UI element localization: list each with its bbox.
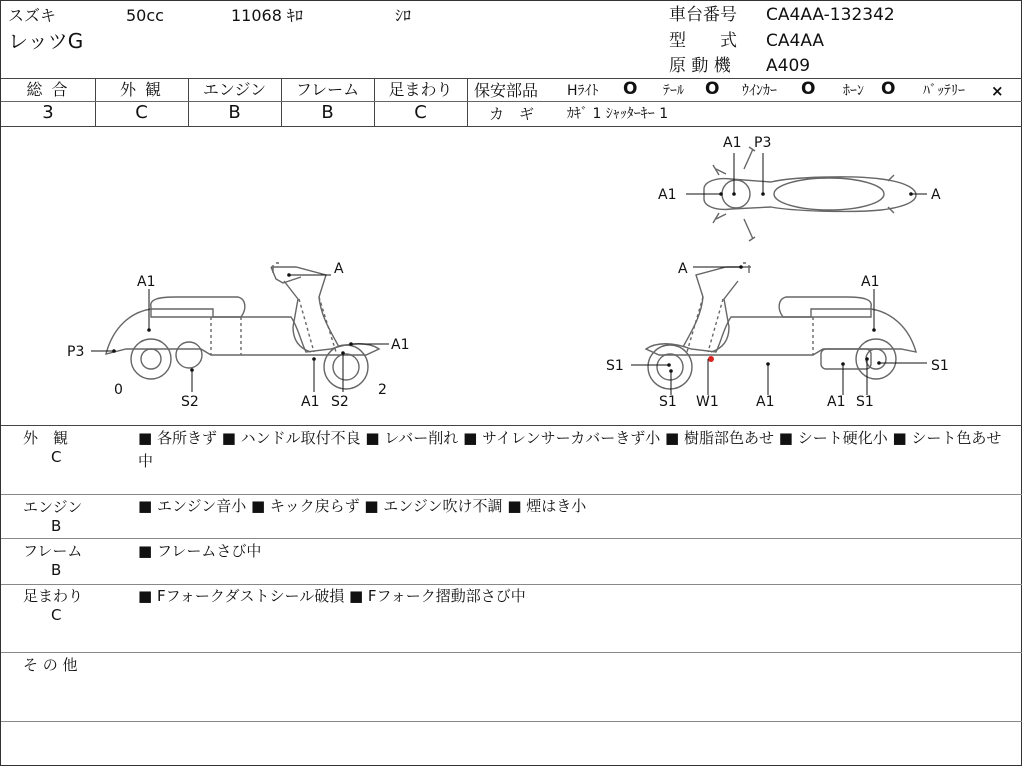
safety-winker-mark: O <box>801 79 816 99</box>
safety-tail: ﾃｰﾙ <box>663 83 684 99</box>
model-name: レッツG <box>8 29 84 53</box>
grade-engine-label: エンジン <box>202 80 267 99</box>
section-engine-text: ■ エンジン音小 ■ キック戻らず ■ エンジン吹け不調 ■ 煙はき小 <box>138 497 587 515</box>
section-other-label: そ の 他 <box>23 656 78 674</box>
section-suspension-label: 足まわり C <box>23 587 84 624</box>
safety-battery: ﾊﾞｯﾃﾘｰ <box>923 83 965 99</box>
damage-diagram <box>1 127 1022 425</box>
divider <box>467 78 468 126</box>
safety-horn: ﾎｰﾝ <box>843 83 864 99</box>
section-engine-label: エンジン B <box>23 498 83 535</box>
keys-value: ｶｷﾞ 1 ｼｬｯﾀｰｷｰ 1 <box>567 106 669 122</box>
diagram-label-left: S2 <box>331 394 349 410</box>
safety-headlight: Hﾗｲﾄ <box>567 83 599 99</box>
safety-tail-mark: O <box>705 79 720 99</box>
diagram-label-left: 2 <box>378 382 387 398</box>
type-label: 型 式 <box>669 31 737 51</box>
section-frame-text: ■ フレームさび中 <box>138 542 262 560</box>
section-exterior-text: ■ 各所きず ■ ハンドル取付不良 ■ レバー削れ ■ サイレンサーカバーきず小 ■ 樹脂部色あせ ■ シート硬化小 ■ シート色あせ中 <box>138 429 1002 470</box>
divider <box>1 78 1022 79</box>
diagram-label-top: A1 <box>658 187 677 203</box>
grade-frame-label: フレーム <box>295 80 360 99</box>
diagram-label-right: A1 <box>861 274 880 290</box>
diagram-label-right: S1 <box>606 358 624 374</box>
diagram-label-right: A1 <box>756 394 775 410</box>
grade-frame-value: B <box>321 102 334 123</box>
diagram-label-top: A <box>931 187 941 203</box>
maker: スズキ <box>8 6 57 25</box>
diagram-label-top: P3 <box>754 135 772 151</box>
diagram-label-right: S1 <box>659 394 677 410</box>
safety-horn-mark: O <box>881 79 896 99</box>
mileage: 11068 ｷﾛ <box>231 6 303 25</box>
diagram-label-left: A1 <box>391 337 410 353</box>
safety-headlight-mark: O <box>623 79 638 99</box>
divider <box>1 721 1022 722</box>
grade-overall-value: 3 <box>42 102 54 123</box>
grade-suspension-value: C <box>414 102 427 123</box>
grade-overall-label: 総 合 <box>26 80 70 99</box>
body-color: ｼﾛ <box>395 6 412 25</box>
diagram-label-right: A1 <box>827 394 846 410</box>
diagram-label-left: A1 <box>301 394 320 410</box>
grade-suspension-label: 足まわり <box>388 80 453 99</box>
safety-battery-mark: × <box>991 82 1004 100</box>
engine-label: 原 動 機 <box>669 56 731 76</box>
diagram-label-right: S1 <box>856 394 874 410</box>
diagram-label-right: W1 <box>696 394 719 410</box>
keys-label: カ ギ <box>489 105 535 123</box>
diagram-label-top: A1 <box>723 135 742 151</box>
diagram-label-left: A <box>334 261 344 277</box>
divider <box>1 652 1022 653</box>
divider <box>1 101 1022 102</box>
grade-exterior-label: 外 観 <box>119 80 164 99</box>
safety-winker: ｳｲﾝｶｰ <box>742 83 777 99</box>
divider <box>1 425 1022 426</box>
frame-no-label: 車台番号 <box>669 5 737 25</box>
diagram-label-right: A <box>678 261 688 277</box>
section-frame-label: フレーム B <box>23 542 83 579</box>
safety-label: 保安部品 <box>474 81 539 100</box>
diagram-label-left: 0 <box>114 382 123 398</box>
diagram-label-left: A1 <box>137 274 156 290</box>
divider <box>1 538 1022 539</box>
frame-no: CA4AA-132342 <box>766 5 895 25</box>
section-exterior-label: 外 観 C <box>23 429 69 466</box>
diagram-label-left: S2 <box>181 394 199 410</box>
grade-engine-value: B <box>228 102 241 123</box>
damage-marker <box>708 356 714 362</box>
engine-value: A409 <box>766 56 811 76</box>
displacement: 50cc <box>126 6 164 25</box>
type-value: CA4AA <box>766 31 825 51</box>
grade-exterior-value: C <box>135 102 148 123</box>
section-suspension-text: ■ Fフォークダストシール破損 ■ Fフォーク摺動部さび中 <box>138 587 526 605</box>
diagram-label-right: S1 <box>931 358 949 374</box>
diagram-label-left: P3 <box>67 344 85 360</box>
